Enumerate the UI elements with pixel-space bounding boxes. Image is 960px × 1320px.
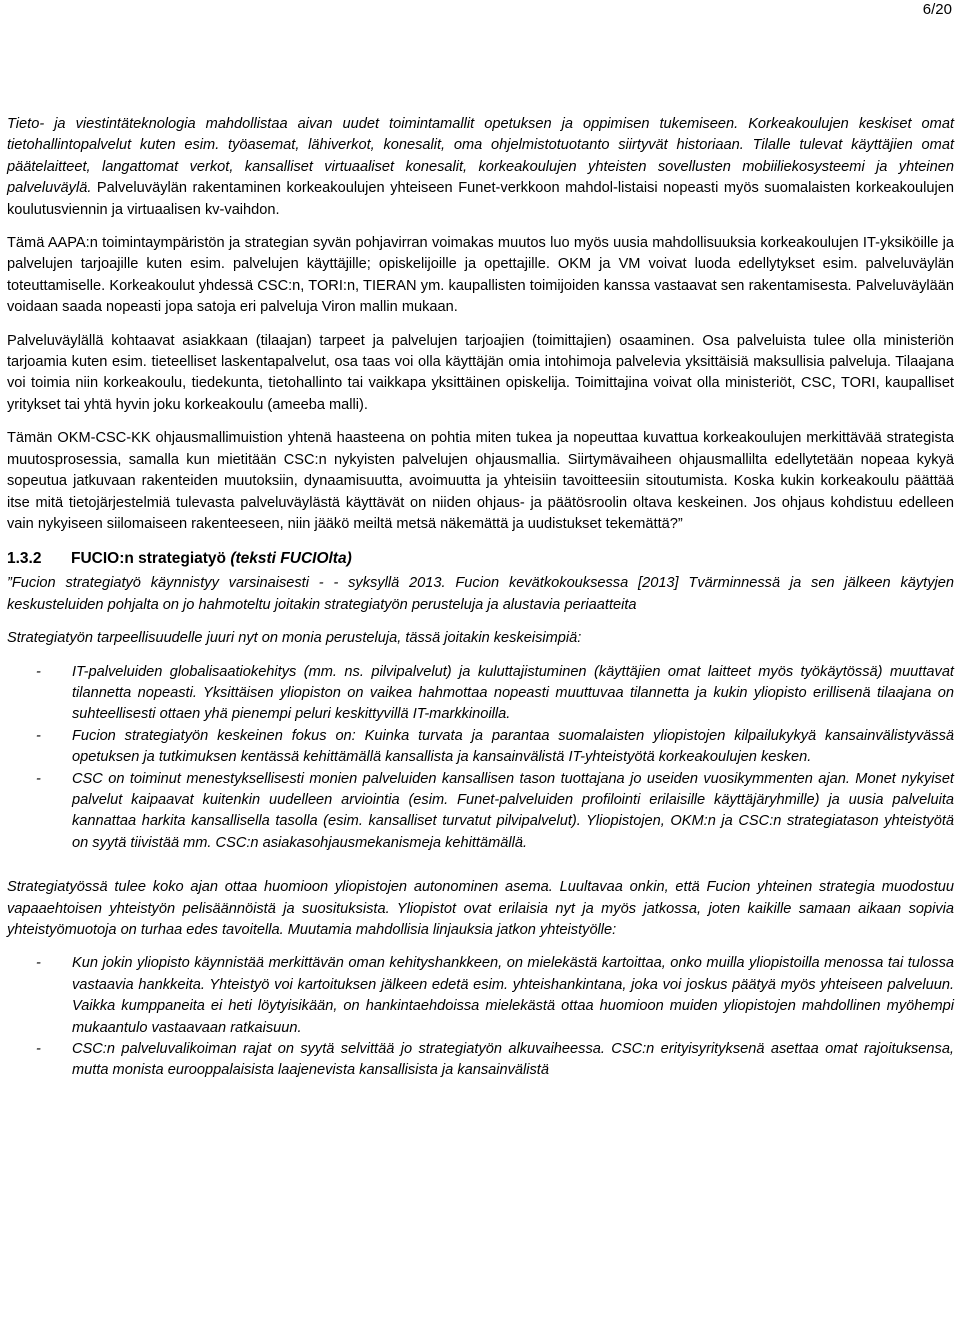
list-item xyxy=(7,953,954,1039)
dash-bullet: - xyxy=(36,955,41,972)
list-item xyxy=(7,662,954,726)
list-item-text: Kun jokin yliopisto käynnistää merkittävän oman kehityshankkeen, on mielekästä kartoittaa, onko muilla yliopistoilla menossa tai tulossa vastaavia hankkeita. Yhteistyö voi kartoituksen jälkeen edetä esim. yhteishankintana, joka voi joskus päätyä myös yhteiseen palveluun. Vaikka kumppaneita ei heti löytyisikään, on hankintaehdoissa mielekästä ottaa huomioon muiden yliopistojen mahdollinen myöhempi mukaantulo vastaavaan ratkaisuun. xyxy=(72,955,954,1036)
intro-paragraph xyxy=(7,114,954,221)
policy-list xyxy=(7,953,954,1081)
aapa-paragraph: Tämä AAPA:n toimintaympäristön ja strategian syvän pohjavirran voimakas muutos luo myös uusia mahdollisuuksia korkeakoulujen IT-yksiköille ja palvelujen tarjoajille kuten esim. palvelujen käyttäjille; opiskelijoille ja opettajille. OKM ja VM voivat luoda edellytykset esim. palveluväylän toteuttamiselle. Korkeakoulut yhdessä CSC:n, TORI:n, TIERAN ym. kaupallisten toimijoiden kanssa vastaavat sen rakentamisesta. Palveluväylään voidaan saada nopeasti jopa satoja eri palveluja Viron mallin mukaan. xyxy=(7,235,954,316)
list-item-text: CSC on toiminut menestyksellisesti monien palveluiden kansallisen tason tuottajana jo useiden vuosikymmenten ajan. Monet nykyiset palvelut kaipaavat kuitenkin uudelleen arviointia (esim. Funet-palveluiden profilointi erilaisille käyttäjäryhmille) ja uusia palveluita kannattaa harkita kansallisella tasolla (esim. kansalliset turvatut pilvipalvelut). Yliopistojen, OKM:n ja CSC:n strategiatason yhteistyötä on syytä tiivistää mm. CSC:n asiakasohjausmekanismeja kehittämällä. xyxy=(72,770,954,851)
dash-bullet: - xyxy=(36,1041,41,1058)
section-title-suffix: (teksti FUCIOlta) xyxy=(230,550,352,568)
fucio-quote-paragraph: ”Fucion strategiatyö käynnistyy varsinaisesti - - syksyllä 2013. Fucion kevätkokouksessa [2013] Tvärminnessä ja sen jälkeen käytyjen keskusteluiden pohjalta on jo hahmoteltu joitakin strategiatyön perusteluja ja alustavia periaatteita xyxy=(7,575,954,613)
list-item-text: Fucion strategiatyön keskeinen fokus on: Kuinka turvata ja parantaa suomalaisten yliopistojen kilpailukykyä kansainvälistyvässä opetuksen ja tutkimuksen kentässä kehittämällä kansallista ja kansainvälistä IT-yhteistyötä korkeakoulujen kesken. xyxy=(72,727,954,766)
dash-bullet: - xyxy=(36,770,41,787)
rationale-list xyxy=(7,662,954,855)
section-number: 1.3.2 xyxy=(7,550,42,568)
intro-italic-text: Tieto- ja viestintäteknologia mahdollistaa aivan uudet toimintamallit opetuksen ja oppimisen tukemiseen. Korkeakoulujen keskiset omat tietohallintopalvelut kuten esim. työasemat, lähiverkot, konesalit, oma ohjelmistotuotanto siirtyvät historiaan. Tilalle tulevat käyttäjien omat päätelaitteet, langattomat verkot, kansalliset virtuaaliset konesalit, korkeakoulujen yhteisten sovellusten mobiiliekosysteemi ja yhteinen palveluväylä. xyxy=(7,116,954,197)
list-item xyxy=(7,1039,954,1082)
palveluvayla-paragraph: Palveluväylällä kohtaavat asiakkaan (tilaajan) tarpeet ja palvelujen tarjoajien (toimittajien) osaaminen. Osa palveluista tulee olla ministeriön tarjoamia kuten esim. tieteelliset laskentapalvelut, osa taas voi olla käyttäjän omia intohimoja palvelevia yksittäisiä maksullisia palveluja. Tilaajana voi toimia niin korkeakoulu, tiedekunta, tietohallinto tai vaikkapa yksittäinen opiskelija. Toimittajina voivat olla ministeriöt, CSC, TORI, kaupalliset yritykset tai yhtä hyvin joku korkeakoulu (ameeba malli). xyxy=(7,332,954,413)
section-heading xyxy=(7,547,954,571)
intro-normal-text: Palveluväylän rakentaminen korkeakoulujen yhteiseen Funet-verkkoon mahdol-listaisi nopeasti myös suomalaisten korkeakoulujen koulutusviennin ja virtuaalisen kv-vaihdon. xyxy=(7,180,954,218)
dash-bullet: - xyxy=(36,663,41,680)
dash-bullet: - xyxy=(36,727,41,744)
document-body xyxy=(7,114,954,1082)
section-title: FUCIO:n strategiatyö xyxy=(71,550,227,568)
list-item xyxy=(7,726,954,769)
list-item xyxy=(7,769,954,855)
strategy-intro-paragraph: Strategiatyön tarpeellisuudelle juuri nyt on monia perusteluja, tässä joitakin keskeisimpiä: xyxy=(7,630,582,647)
list-item-text: CSC:n palveluvalikoiman rajat on syytä selvittää jo strategiatyön alkuvaiheessa. CSC:n erityisyrityksenä asettaa omat rajoituksensa, mutta monista eurooppalaisista laajenevista kansallisista ja kansainvälistä xyxy=(72,1041,954,1079)
strategy-paragraph: Strategiatyössä tulee koko ajan ottaa huomioon yliopistojen autonominen asema. Luultavaa onkin, että Fucion yhteinen strategia muodostuu vapaaehtoisen yhteistyön pelisäännöistä ja suosituksista. Yliopistot ovat erilaisia nyt ja myös jatkossa, joten kaikille samaan aikaan sopivia yhteistyömuotoja on turhaa edes tavoitella. Muutamia mahdollisia linjauksia jatkon yhteistyölle: xyxy=(7,879,954,938)
ohjausmalli-paragraph: Tämän OKM-CSC-KK ohjausmallimuistion yhtenä haasteena on pohtia miten tukea ja nopeuttaa kuvattua korkeakoulujen merkittävää strategista muutosprosessia, samalla kun mietitään CSC:n nykyisten palvelujen ohjausmallia. Siirtymävaiheen ohjausmallilta edellytetään nopeaa kykyä sopeutua jatkuvaan rakenteiden muutoksiin, dynaamisuutta, avoimuutta ja yhteisiin tavoitteesiin sitoutumista. Koska kukin korkeakoulu päättää itse mitä tietojärjestelmiä tulevasta palveluväylästä käyttävät on niiden ohjaus- ja päätösroolin oltava keskeinen. Jos ohjaus kohdistuu edelleen vain nykyiseen siilomaiseen rakenteeseen, niin jääkö meiltä metsä näkemättä ja uudistukset tekemättä?” xyxy=(7,430,954,532)
page-number: 6/20 xyxy=(922,1,952,18)
list-item-text: IT-palveluiden globalisaatiokehitys (mm. ns. pilvipalvelut) ja kuluttajistuminen (käyttäjien omat laitteet myös työkäytössä) muuttavat tilannetta nopeasti. Yksittäisen yliopiston on vaikea hahmottaa nopeasti muuttuvaa tilannetta ja kukin yliopisto erillisenä tilaajana on suhteellisesti ottaen yhä pienempi peluri keskittyvillä IT-markkinoilla. xyxy=(72,663,954,723)
